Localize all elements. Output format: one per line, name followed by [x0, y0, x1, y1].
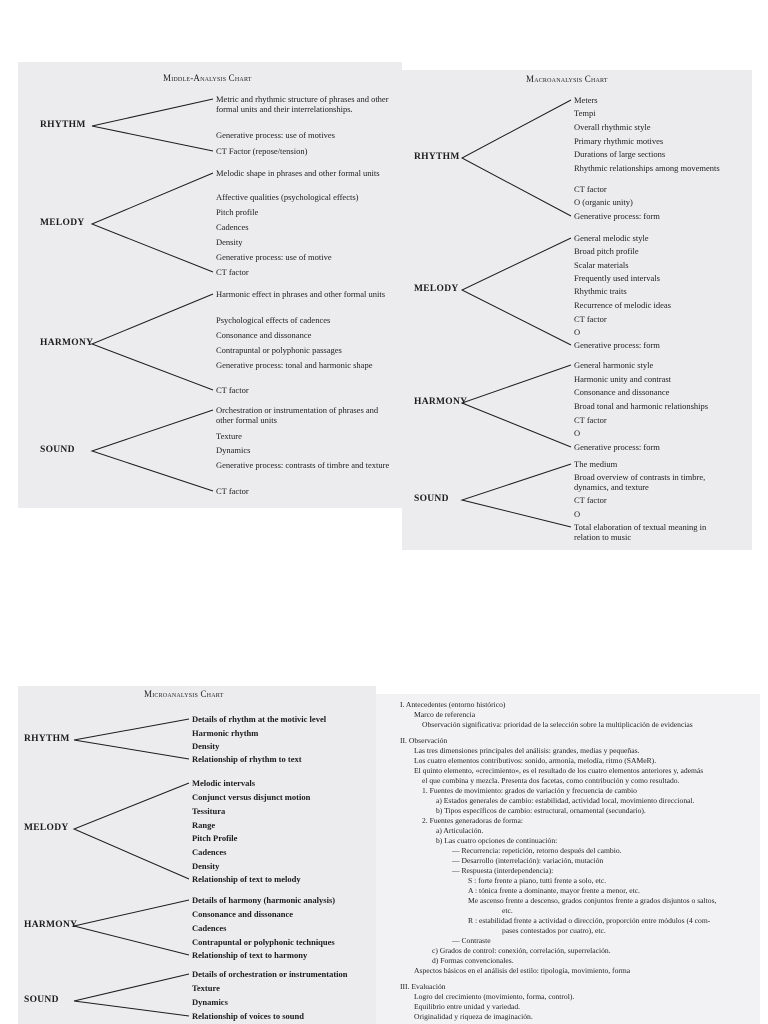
chart-item: Generative process: use of motive — [216, 252, 332, 262]
bracket-sound — [92, 410, 213, 491]
chart-item: Generative process: form — [574, 442, 660, 452]
chart-item: Broad tonal and harmonic relationships — [574, 401, 709, 411]
outline-line: Logro del crecimiento (movimiento, forma, control). — [414, 992, 575, 1001]
bracket-harmony — [92, 294, 213, 390]
chart-item: CT factor — [216, 385, 249, 395]
chart-item: Harmonic rhythm — [192, 728, 259, 738]
outline-line: a) Estados generales de cambio: estabilidad, actividad local, movimiento direccional. — [436, 796, 695, 805]
chart-item: Melodic intervals — [192, 778, 256, 788]
category-label-sound: SOUND — [414, 494, 449, 504]
chart-item: Meters — [574, 95, 598, 105]
middle-analysis-chart — [18, 62, 402, 508]
bracket-melody — [74, 783, 189, 879]
chart-item: Details of harmony (harmonic analysis) — [192, 895, 336, 905]
outline-line: III. Evaluación — [400, 982, 446, 991]
chart-item: Relationship of text to melody — [192, 874, 301, 884]
chart-item: Tessitura — [192, 806, 226, 816]
microanalysis-chart — [18, 686, 376, 1024]
chart-item: CT factor — [574, 184, 607, 194]
chart-item: Harmonic effect in phrases and other formal units — [216, 289, 386, 299]
outline-line: etc. — [502, 906, 513, 915]
chart-item: Recurrence of melodic ideas — [574, 300, 671, 310]
chart-item: Cadences — [192, 923, 227, 933]
chart-item: Generative process: contrasts of timbre and texture — [216, 460, 390, 470]
chart-item: Texture — [216, 431, 242, 441]
bracket-melody — [462, 238, 571, 345]
chart-item: Relationship of text to harmony — [192, 950, 308, 960]
chart-item: Frequently used intervals — [574, 273, 660, 283]
chart-item: Overall rhythmic style — [574, 122, 651, 132]
chart-item: Psychological effects of cadences — [216, 315, 331, 325]
outline-line: a) Articulación. — [436, 826, 484, 835]
outline-line: II. Observación — [400, 736, 448, 745]
category-label-harmony: HARMONY — [414, 397, 468, 407]
chart-item: Conjunct versus disjunct motion — [192, 792, 311, 802]
bracket-harmony — [74, 900, 189, 955]
chart-item: Texture — [192, 983, 220, 993]
outline-line: El quinto elemento, «crecimiento», es el resultado de los cuatro elementos anteriores y, además — [414, 766, 704, 775]
chart-item: O — [574, 428, 581, 438]
category-label-harmony: HARMONY — [40, 338, 94, 348]
chart-item: CT Factor (repose/tension) — [216, 146, 308, 156]
chart-item: O — [574, 327, 581, 337]
outline-line: Observación significativa: prioridad de la selección sobre la multiplicación de evidencias — [422, 720, 693, 729]
chart-item: Relationship of voices to sound — [192, 1011, 304, 1021]
chart-item: Consonance and dissonance — [216, 330, 312, 340]
outline-line: Originalidad y riqueza de imaginación. — [414, 1012, 533, 1021]
chart-item: Cadences — [216, 222, 249, 232]
outline-line: c) Grados de control: conexión, correlación, superrelación. — [432, 946, 611, 955]
chart-item: Cadences — [192, 847, 227, 857]
outline-line: Me ascenso frente a descenso, grados conjuntos frente a grados disjuntos o saltos, — [468, 896, 717, 905]
bracket-melody — [92, 173, 213, 272]
outline-line: Marco de referencia — [414, 710, 476, 719]
chart-item: Tempi — [574, 108, 596, 118]
macroanalysis-chart — [402, 70, 752, 550]
chart-item: Details of rhythm at the motivic level — [192, 714, 327, 724]
outline-line: Las tres dimensiones principales del análisis: grandes, medias y pequeñas. — [414, 746, 640, 755]
chart-item: Consonance and dissonance — [574, 387, 670, 397]
bracket-sound — [74, 974, 189, 1016]
bracket-rhythm — [92, 99, 213, 151]
chart-item: Relationship of rhythm to text — [192, 754, 302, 764]
chart-item: Dynamics — [216, 445, 251, 455]
chart-item: General harmonic style — [574, 360, 654, 370]
chart-item: Broad overview of contrasts in timbre, dynamics, and texture — [574, 472, 706, 492]
chart-item: Scalar materials — [574, 260, 629, 270]
bracket-harmony — [462, 365, 571, 447]
chart-item: Generative process: form — [574, 211, 660, 221]
category-label-rhythm: RHYTHM — [414, 152, 460, 162]
category-label-melody: MELODY — [40, 218, 85, 228]
category-label-rhythm: RHYTHM — [24, 734, 70, 744]
category-label-sound: SOUND — [24, 995, 59, 1005]
chart-item: Metric and rhythmic structure of phrases and other formal units and their interrelationships. — [216, 94, 389, 114]
chart-item: Harmonic unity and contrast — [574, 374, 672, 384]
outline-line: 2. Fuentes generadoras de forma: — [422, 816, 524, 825]
chart-item: Melodic shape in phrases and other formal units — [216, 168, 380, 178]
chart-item: Pitch Profile — [192, 833, 238, 843]
bracket-sound — [462, 464, 571, 527]
outline-line: d) Formas convencionales. — [432, 956, 514, 965]
outline-line: Los cuatro elementos contributivos: sonido, armonía, melodía, ritmo (SAMeR). — [414, 756, 657, 765]
chart-item: CT factor — [216, 486, 249, 496]
outline-line: Aspectos básicos en el análisis del estilo: tipología, movimiento, forma — [414, 966, 631, 975]
chart-item: Durations of large sections — [574, 149, 666, 159]
chart-item: Range — [192, 820, 216, 830]
chart-item: Generative process: use of motives — [216, 130, 335, 140]
chart-title: Macroanalysis Chart — [526, 74, 608, 84]
chart-item: Generative process: form — [574, 340, 660, 350]
chart-item: Dynamics — [192, 997, 228, 1007]
outline-line: A : tónica frente a dominante, mayor frente a menor, etc. — [468, 886, 640, 895]
chart-item: CT factor — [574, 415, 607, 425]
chart-item: O — [574, 509, 581, 519]
chart-item: Contrapuntal or polyphonic techniques — [192, 937, 335, 947]
chart-item: O (organic unity) — [574, 197, 633, 207]
chart-item: Consonance and dissonance — [192, 909, 294, 919]
chart-item: Rhythmic relationships among movements — [574, 163, 720, 173]
outline-line: 1. Fuentes de movimiento: grados de variación y frecuencia de cambio — [422, 786, 637, 795]
outline-line: pases contestados por cuatro), etc. — [502, 926, 606, 935]
outline-line: — Desarrollo (interrelación): variación, mutación — [452, 856, 604, 865]
chart-item: Affective qualities (psychological effects) — [216, 192, 359, 202]
chart-title: Middle-Analysis Chart — [163, 73, 252, 83]
chart-item: Details of orchestration or instrumentation — [192, 969, 348, 979]
chart-item: Pitch profile — [216, 207, 259, 217]
chart-item: Density — [192, 741, 220, 751]
outline-line: Equilibrio entre unidad y variedad. — [414, 1002, 521, 1011]
category-label-harmony: HARMONY — [24, 920, 78, 930]
chart-item: CT factor — [574, 495, 607, 505]
outline-line: b) Las cuatro opciones de continuación: — [436, 836, 558, 845]
outline-line: I. Antecedentes (entorno histórico) — [400, 700, 506, 709]
category-label-melody: MELODY — [24, 823, 69, 833]
chart-title: Microanalysis Chart — [144, 689, 224, 699]
outline-line: S : forte frente a piano, tutti frente a solo, etc. — [468, 876, 607, 885]
chart-item: Total elaboration of textual meaning in relation to music — [574, 522, 707, 542]
outline-line: — Recurrencia: repetición, retorno después del cambio. — [452, 846, 622, 855]
chart-item: Broad pitch profile — [574, 246, 639, 256]
category-label-melody: MELODY — [414, 284, 459, 294]
chart-item: Rhythmic traits — [574, 286, 627, 296]
category-label-sound: SOUND — [40, 445, 75, 455]
chart-item: The medium — [574, 459, 618, 469]
outline-line: — Respuesta (interdependencia): — [452, 866, 554, 875]
chart-item: Primary rhythmic motives — [574, 136, 664, 146]
chart-item: Generative process: tonal and harmonic shape — [216, 360, 373, 370]
analysis-outline — [376, 694, 760, 1024]
chart-item: Orchestration or instrumentation of phrases and other formal units — [216, 405, 379, 425]
category-label-rhythm: RHYTHM — [40, 120, 86, 130]
chart-item: Density — [216, 237, 243, 247]
bracket-rhythm — [74, 719, 189, 759]
outline-line: b) Tipos específicos de cambio: estructural, ornamental (secundario). — [436, 806, 646, 815]
outline-line: R : estabilidad frente a actividad o dirección, proporción entre módulos (4 com- — [468, 916, 711, 925]
chart-item: CT factor — [216, 267, 249, 277]
outline-line: — Contraste — [452, 936, 491, 945]
chart-item: CT factor — [574, 314, 607, 324]
chart-item: Contrapuntal or polyphonic passages — [216, 345, 342, 355]
chart-item: General melodic style — [574, 233, 649, 243]
outline-line: el que combina y mezcla. Presenta dos facetas, como contribución y como resultado. — [422, 776, 680, 785]
bracket-rhythm — [462, 100, 571, 216]
chart-item: Density — [192, 861, 220, 871]
